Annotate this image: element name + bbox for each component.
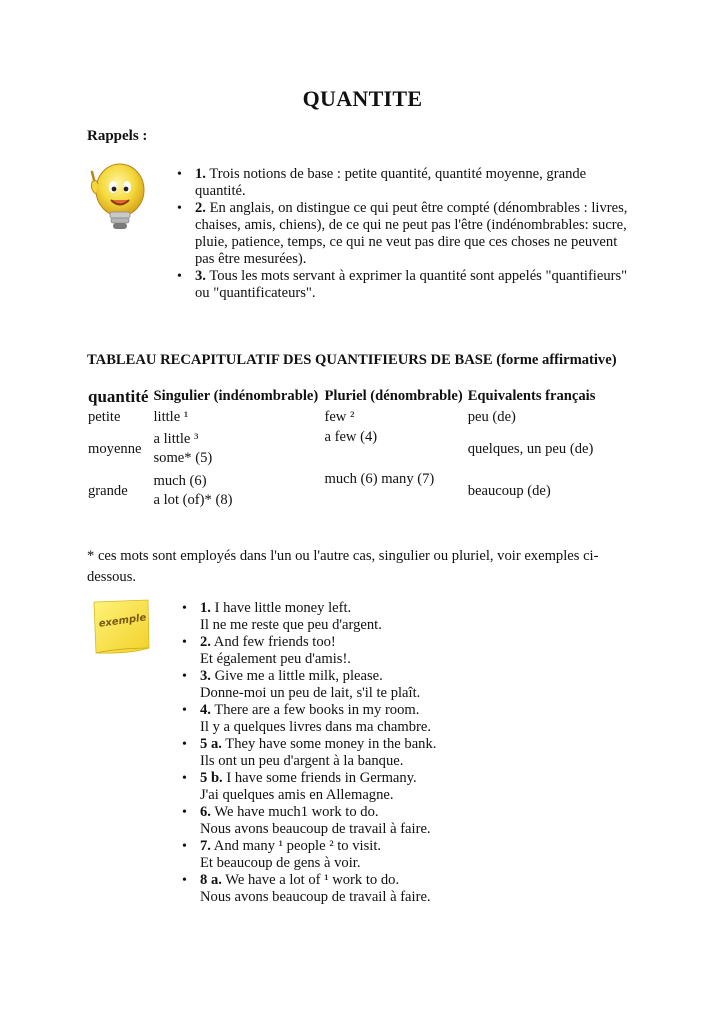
rappels-list [173,166,633,302]
french-translation: Nous avons beaucoup de travail à faire. [200,821,431,837]
list-item [178,702,598,736]
table-row [86,406,598,428]
item-number: 1. [195,166,206,182]
item-number: 5 a. [200,736,222,752]
item-number: 1. [200,600,211,616]
header-equivalents: Equivalents français [467,388,596,404]
list-item [178,804,598,838]
french-translation: Et également peu d'amis!. [200,651,351,667]
quantifier-table [86,387,598,512]
cell-line: a little ³ [153,431,199,447]
english-sentence: And few friends too! [213,634,336,650]
examples-list [178,600,598,906]
french-translation: J'ai quelques amis en Allemagne. [200,787,394,803]
french-translation: Il y a quelques livres dans ma chambre. [200,719,431,735]
cell-francais: peu (de) [467,408,516,425]
header-pluriel: Pluriel (dénombrable) [324,388,463,404]
list-item [178,770,598,804]
table-row [86,428,598,470]
lightbulb-icon [84,160,154,236]
item-number: 7. [200,838,211,854]
page-title: QUANTITE [302,86,423,111]
english-sentence: We have much1 work to do. [214,804,379,820]
cell-pluriel: few ² [324,408,355,425]
item-number: 6. [200,804,211,820]
item-number: 2. [195,200,206,216]
header-singulier: Singulier (indénombrable) [153,388,319,404]
table-heading: TABLEAU RECAPITULATIF DES QUANTIFIEURS DE BASE (forme affirmative) [87,352,617,368]
item-number: 3. [200,668,211,684]
cell-singulier [151,470,322,512]
rappels-label: Rappels : [87,128,148,144]
english-sentence: We have a lot of ¹ work to do. [225,872,400,888]
french-translation: Et beaucoup de gens à voir. [200,855,361,871]
cell-quantite: grande [88,482,128,499]
french-translation: Il ne me reste que peu d'argent. [200,617,382,633]
english-sentence: There are a few books in my room. [214,702,420,718]
item-number: 4. [200,702,211,718]
header-quantite: quantité [88,387,149,406]
english-sentence: Give me a little milk, please. [214,668,383,684]
list-item [173,268,633,302]
list-item [178,872,598,906]
cell-francais: beaucoup (de) [467,482,551,499]
english-sentence: I have some friends in Germany. [226,770,417,786]
french-translation: Nous avons beaucoup de travail à faire. [200,889,431,905]
english-sentence: They have some money in the bank. [225,736,437,752]
cell-pluriel: much (6) many (7) [324,471,435,487]
list-item [178,668,598,702]
cell-singulier: little ¹ [153,408,189,425]
cell-pluriel: a few (4) [324,429,378,445]
sticky-note-text: exemple [98,612,147,630]
item-number: 5 b. [200,770,223,786]
list-item [173,200,633,268]
french-translation: Donne-moi un peu de lait, s'il te plaît. [200,685,421,701]
cell-quantite: moyenne [88,440,142,457]
list-item [178,838,598,872]
item-number: 8 a. [200,872,222,888]
french-translation: Ils ont un peu d'argent à la banque. [200,753,404,769]
table-row [86,470,598,512]
cell-line: some* (5) [153,450,213,466]
sticky-note-icon [90,598,152,656]
cell-francais: quelques, un peu (de) [467,440,594,457]
list-item [178,634,598,668]
list-item [178,600,598,634]
english-sentence: And many ¹ people ² to visit. [213,838,382,854]
item-text: Trois notions de base : petite quantité, quantité moyenne, grande quantité. [195,166,587,199]
item-number: 3. [195,268,206,284]
cell-quantite: petite [88,408,121,425]
footnote: * ces mots sont employés dans l'un ou l'autre cas, singulier ou pluriel, voir exemples ci-dessous. [87,548,599,585]
list-item [178,736,598,770]
item-text: En anglais, on distingue ce qui peut être compté (dénombrables : livres, chaises, amis, chiens), de ce qui ne peut pas l'être (indénombrables: sucre, pluie, patience, temps, ce qui ne veut pas dire que ces choses ne peuvent pas être mesurées). [195,200,628,267]
cell-line: a lot (of)* (8) [153,492,233,508]
table-header-row [86,387,598,406]
item-number: 2. [200,634,211,650]
english-sentence: I have little money left. [214,600,352,616]
list-item [173,166,633,200]
cell-singulier [151,428,322,470]
cell-line: much (6) [153,473,207,489]
item-text: Tous les mots servant à exprimer la quantité sont appelés "quantifieurs" ou "quantificateurs". [195,268,628,301]
